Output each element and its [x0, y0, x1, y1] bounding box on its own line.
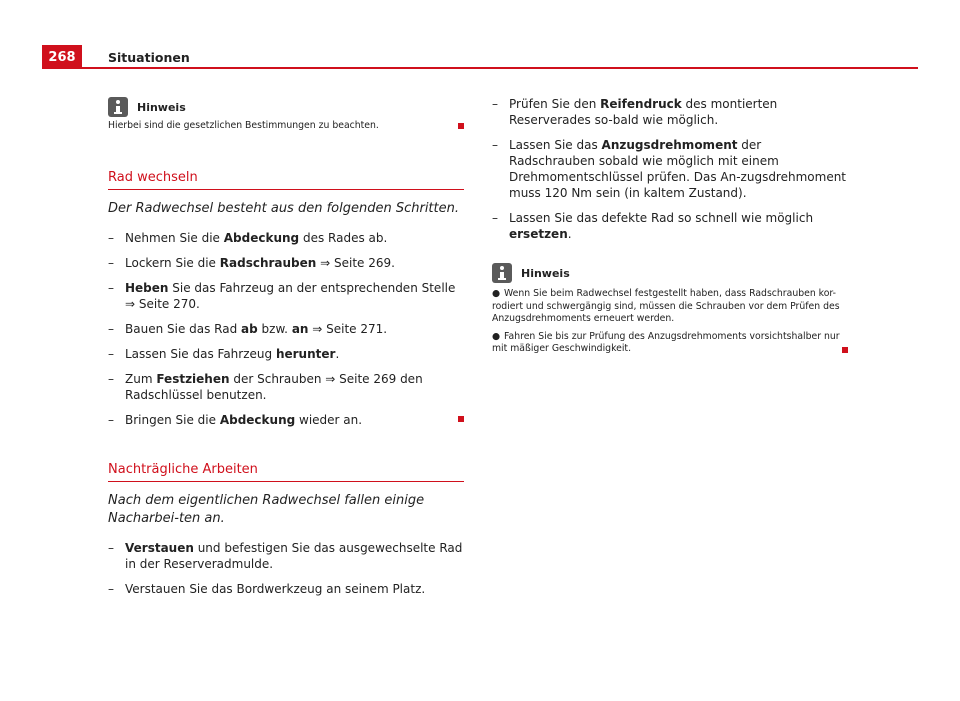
dash-marker: –	[492, 97, 498, 111]
bullet-icon: ●	[492, 288, 501, 299]
left-column	[108, 96, 464, 606]
section-title-rad-wechseln: Rad wechseln	[108, 170, 464, 190]
dash-marker: –	[108, 541, 114, 555]
list-item: – Heben Sie das Fahrzeug an der entsprechenden Stelle ⇒ Seite 270.	[108, 281, 456, 311]
dash-marker: –	[108, 281, 114, 295]
list-item: – Bauen Sie das Rad ab bzw. an ⇒ Seite 271.	[108, 322, 388, 336]
note-text-content: Hierbei sind die gesetzlichen Bestimmungen zu beachten.	[108, 120, 379, 131]
section-intro: Nach dem eigentlichen Radwechsel fallen einige Nacharbei-ten an.	[108, 493, 425, 526]
dash-marker: –	[492, 138, 498, 152]
list-item: – Bringen Sie die Abdeckung wieder an.	[108, 412, 464, 428]
section-end-mark	[458, 416, 464, 422]
note-text	[108, 119, 464, 132]
dash-marker: –	[108, 372, 114, 386]
list-item: – Zum Festziehen der Schrauben ⇒ Seite 269 den Radschlüssel benutzen.	[108, 372, 423, 402]
list-item: ● Wenn Sie beim Radwechsel festgestellt haben, dass Radschrauben kor-rodiert und schwergängig sind, müssen die Schrauben vor dem Prüfen des Anzugsdrehmoments erneuert werden.	[492, 288, 840, 324]
header-divider	[82, 67, 918, 69]
note-box	[492, 262, 848, 356]
section-end-mark	[458, 123, 464, 129]
section-title-nachtraegliche-arbeiten: Nachträgliche Arbeiten	[108, 462, 464, 482]
dash-marker: –	[108, 582, 114, 596]
dash-marker: –	[492, 211, 498, 225]
section-end-mark	[842, 347, 848, 353]
dash-marker: –	[108, 322, 114, 336]
dash-marker: –	[108, 413, 114, 427]
dash-marker: –	[108, 347, 114, 361]
note-bullet-list	[492, 288, 848, 356]
note-header	[108, 96, 464, 118]
step-list	[108, 230, 464, 428]
right-column	[492, 96, 848, 361]
list-item: – Lassen Sie das Anzugsdrehmoment der Radschrauben sobald wie möglich mit einem Drehmomentschlüssel prüfen. Das An-zugsdrehmoment muss 120 Nm sein (in kaltem Zustand).	[492, 138, 847, 200]
page-number: 268	[42, 45, 82, 69]
list-item: ● Fahren Sie bis zur Prüfung des Anzugsdrehmoments vorsichtshalber nur mit mäßiger Geschwindigkeit.	[492, 331, 848, 356]
list-item: – Verstauen Sie das Bordwerkzeug an seinem Platz.	[108, 582, 426, 596]
list-item: – Nehmen Sie die Abdeckung des Rades ab.	[108, 231, 388, 245]
note-title: Hinweis	[521, 266, 570, 280]
note-box	[108, 96, 464, 132]
dash-marker: –	[108, 256, 114, 270]
list-item: – Lassen Sie das defekte Rad so schnell wie möglich ersetzen.	[492, 211, 814, 241]
list-item: – Prüfen Sie den Reifendruck des montierten Reserverades so-bald wie möglich.	[492, 97, 778, 127]
step-list	[108, 540, 464, 597]
list-item: – Verstauen und befestigen Sie das ausgewechselte Rad in der Reserveradmulde.	[108, 541, 463, 571]
page-header-title: Situationen	[108, 50, 190, 65]
note-title: Hinweis	[137, 100, 186, 114]
bullet-icon: ●	[492, 330, 501, 342]
dash-marker: –	[108, 231, 114, 245]
note-header	[492, 262, 848, 284]
section-intro: Der Radwechsel besteht aus den folgenden Schritten.	[108, 201, 459, 216]
info-note-icon	[108, 97, 128, 117]
step-list	[492, 96, 848, 242]
list-item: – Lockern Sie die Radschrauben ⇒ Seite 269.	[108, 256, 395, 270]
list-item: – Lassen Sie das Fahrzeug herunter.	[108, 347, 340, 361]
info-note-icon	[492, 263, 512, 283]
